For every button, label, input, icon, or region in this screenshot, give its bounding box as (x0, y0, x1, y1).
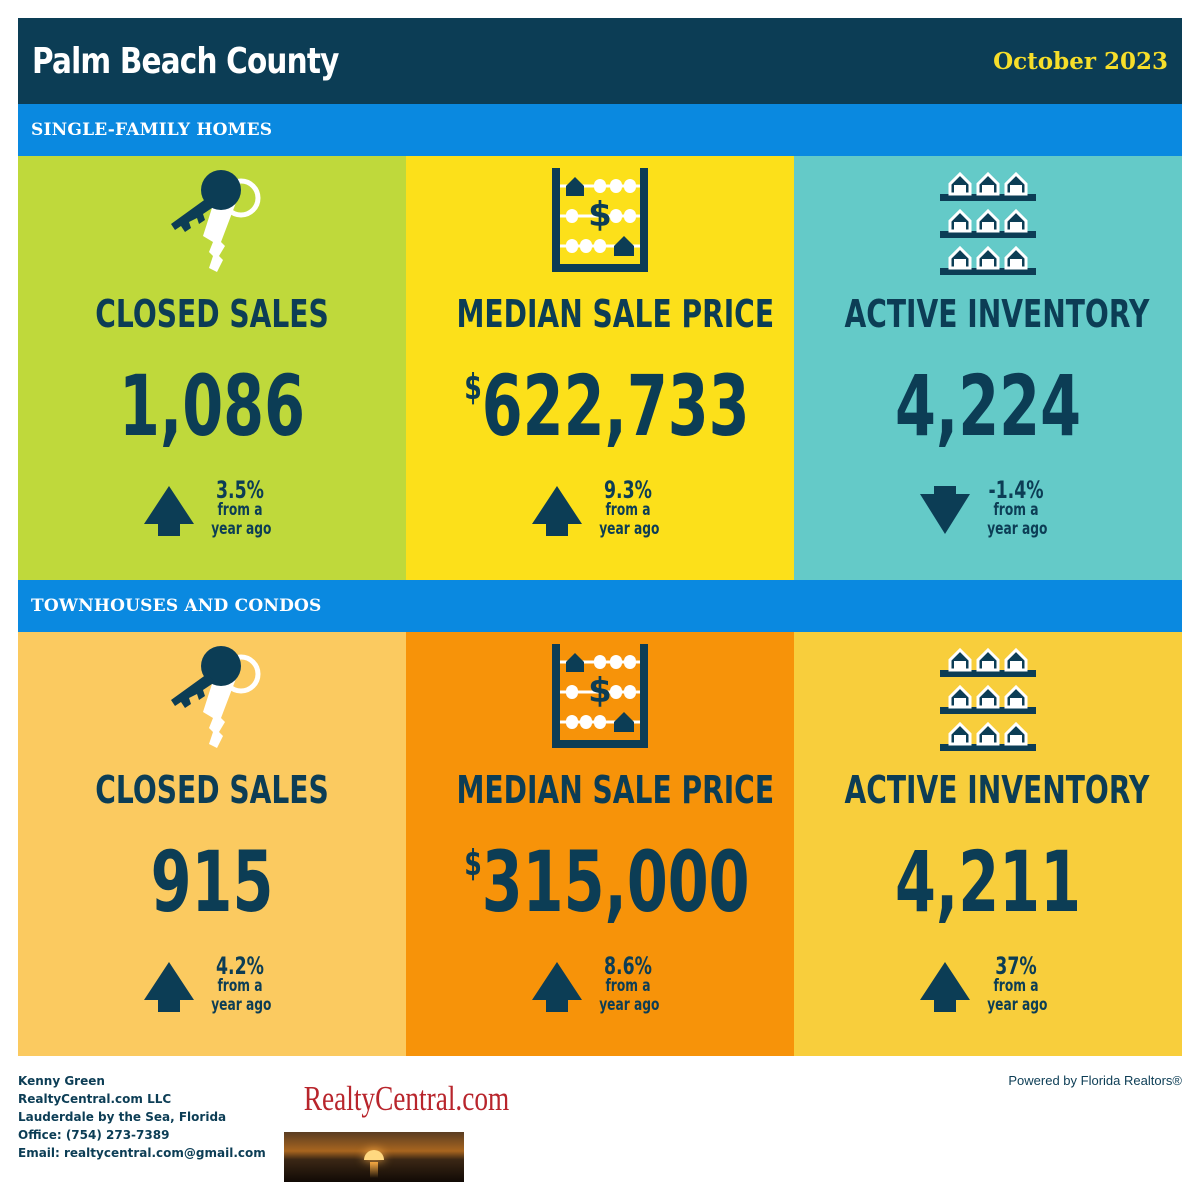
change-caption-line2: year ago (599, 519, 660, 539)
stat-label: MEDIAN SALE PRICE (456, 292, 775, 336)
change-percent: 4.2% (216, 952, 264, 980)
stat-value (852, 357, 1124, 455)
change-percent: 9.3% (604, 476, 652, 504)
year-over-year-change (142, 478, 282, 548)
change-percent: -1.4% (988, 476, 1044, 504)
stats-row-single-family (18, 156, 1182, 580)
change-caption-line1: from a (993, 500, 1039, 520)
change-caption-line1: from a (217, 500, 263, 520)
sunset-image (284, 1132, 464, 1182)
stat-value (464, 833, 750, 931)
change-caption-line2: year ago (211, 519, 272, 539)
change-caption-line1: from a (605, 500, 651, 520)
change-caption-line1: from a (217, 976, 263, 996)
stat-value (76, 357, 348, 455)
stat-value (76, 833, 348, 931)
svg-text:$: $ (588, 195, 612, 235)
year-over-year-change (918, 954, 1058, 1024)
stat-label: ACTIVE INVENTORY (844, 768, 1150, 812)
arrow-up-icon (918, 960, 972, 1014)
agent-company: RealtyCentral.com LLC (18, 1092, 172, 1106)
agent-name: Kenny Green (18, 1074, 105, 1088)
change-caption-line2: year ago (987, 519, 1048, 539)
stats-row-townhouses-condos (18, 632, 1182, 1056)
logo-wordmark: RealtyCentral.com (303, 1079, 510, 1118)
change-caption-line1: from a (605, 976, 651, 996)
section-title: SINGLE-FAMILY HOMES (31, 120, 273, 140)
sun-shape (364, 1150, 384, 1160)
year-over-year-change (918, 478, 1058, 548)
year-over-year-change (530, 954, 670, 1024)
houses-icon (936, 640, 1040, 757)
arrow-up-icon (530, 484, 584, 538)
section-band-townhouses-condos (18, 580, 1182, 632)
powered-by-text: Powered by Florida Realtors® (1008, 1073, 1182, 1088)
section-band-single-family (18, 104, 1182, 156)
stat-tile-active-inventory (794, 156, 1182, 580)
agent-contact-block (18, 1072, 266, 1162)
agent-email: Email: realtycentral.com@gmail.com (18, 1146, 266, 1160)
stat-tile-active-inventory (794, 632, 1182, 1056)
abacus-icon (548, 164, 652, 281)
page-title: Palm Beach County (32, 40, 339, 82)
change-caption-line1: from a (993, 976, 1039, 996)
stat-number: 315,000 (481, 833, 750, 931)
svg-text:$: $ (588, 671, 612, 711)
company-logo (284, 1068, 510, 1182)
agent-location: Lauderdale by the Sea, Florida (18, 1110, 227, 1124)
section-title: TOWNHOUSES AND CONDOS (31, 596, 322, 616)
year-over-year-change (530, 478, 670, 548)
report-period: October 2023 (993, 47, 1168, 75)
stat-label: CLOSED SALES (95, 768, 329, 812)
sun-reflection (370, 1162, 378, 1178)
stat-tile-closed-sales (18, 632, 406, 1056)
stat-label: ACTIVE INVENTORY (844, 292, 1150, 336)
houses-icon (936, 164, 1040, 281)
abacus-icon (548, 640, 652, 757)
year-over-year-change (142, 954, 282, 1024)
agent-phone: Office: (754) 273-7389 (18, 1128, 170, 1142)
stat-number: 1,086 (118, 357, 305, 455)
stat-number: 622,733 (481, 357, 750, 455)
stat-label: CLOSED SALES (95, 292, 329, 336)
arrow-down-icon (918, 484, 972, 538)
stat-value (464, 357, 750, 455)
keys-icon (157, 640, 267, 765)
keys-icon (157, 164, 267, 289)
stat-value (852, 833, 1124, 931)
arrow-up-icon (530, 960, 584, 1014)
stat-tile-median-sale-price (406, 156, 794, 580)
arrow-up-icon (142, 960, 196, 1014)
change-percent: 3.5% (216, 476, 264, 504)
change-caption-line2: year ago (987, 995, 1048, 1015)
stat-number: 4,211 (894, 833, 1081, 931)
change-caption-line2: year ago (211, 995, 272, 1015)
stat-tile-median-sale-price (406, 632, 794, 1056)
stat-number: 915 (150, 833, 274, 931)
stat-number: 4,224 (894, 357, 1081, 455)
arrow-up-icon (142, 484, 196, 538)
stat-label: MEDIAN SALE PRICE (456, 768, 775, 812)
report-header (18, 18, 1182, 104)
change-percent: 37% (995, 952, 1037, 980)
currency-symbol: $ (464, 367, 482, 408)
change-caption-line2: year ago (599, 995, 660, 1015)
currency-symbol: $ (464, 843, 482, 884)
stat-tile-closed-sales (18, 156, 406, 580)
change-percent: 8.6% (604, 952, 652, 980)
